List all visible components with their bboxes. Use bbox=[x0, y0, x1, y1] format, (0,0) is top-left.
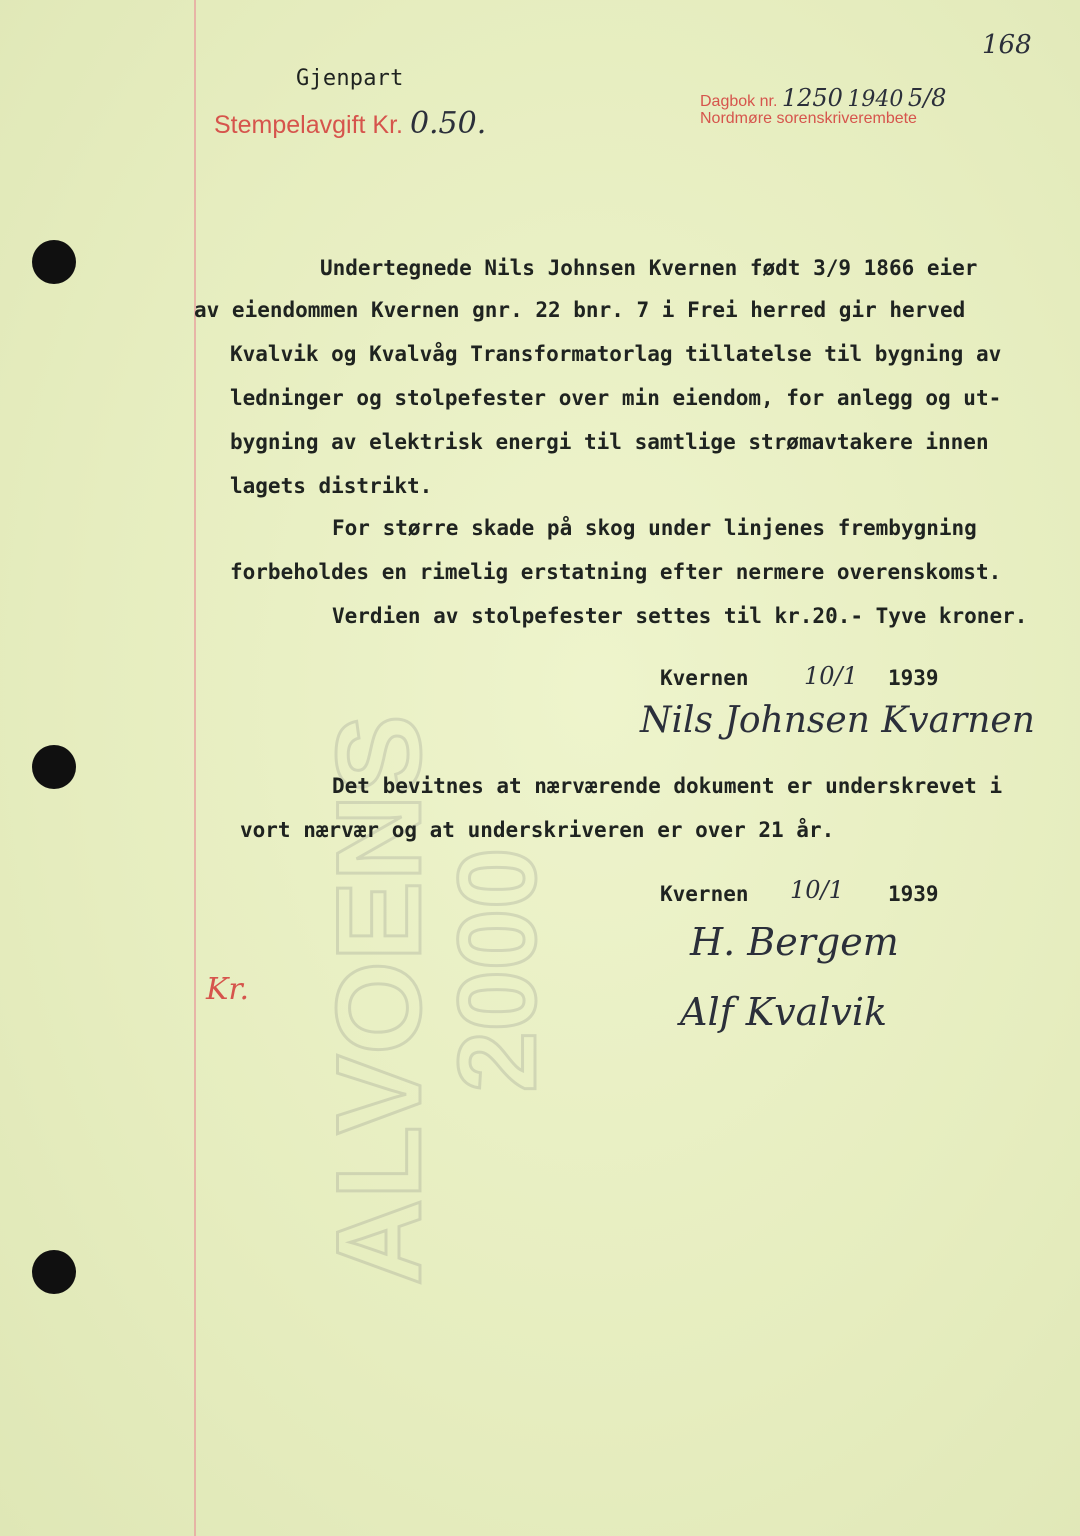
page-number: 168 bbox=[982, 30, 1032, 60]
body-line: Undertegnede Nils Johnsen Kvernen født 3/9 1866 eier bbox=[320, 256, 978, 280]
year-1: 1939 bbox=[888, 666, 939, 690]
stamp-duty-amount: 0.50. bbox=[409, 106, 487, 141]
date-2: 10/1 bbox=[790, 876, 844, 904]
gjenpart-label: Gjenpart bbox=[296, 66, 404, 91]
owner-signature: Nils Johnsen Kvarnen bbox=[640, 700, 1035, 741]
stamp-duty bbox=[214, 106, 486, 141]
body-line: forbeholdes en rimelig erstatning efter nermere overenskomst. bbox=[230, 560, 1002, 584]
svg-text:2000: 2000 bbox=[436, 847, 559, 1093]
punch-hole bbox=[32, 745, 76, 789]
place-2: Kvernen bbox=[660, 882, 749, 906]
witness-line: Det bevitnes at nærværende dokument er underskrevet i bbox=[332, 774, 1003, 798]
margin-initials: Kr. bbox=[206, 972, 249, 1007]
body-line: bygning av elektrisk energi til samtlige strømavtakere innen bbox=[230, 430, 989, 454]
svg-text:ALVOENS: ALVOENS bbox=[312, 714, 446, 1286]
body-line: Verdien av stolpefester settes til kr.20.- Tyve kroner. bbox=[332, 604, 1028, 628]
dagbok-year: 1940 bbox=[847, 87, 904, 112]
body-line: lagets distrikt. bbox=[230, 474, 433, 498]
dagbok-number: 1250 bbox=[781, 84, 843, 112]
witness-signature: H. Bergem bbox=[690, 920, 899, 964]
body-line: For større skade på skog under linjenes frembygning bbox=[332, 516, 977, 540]
place-1: Kvernen bbox=[660, 666, 749, 690]
body-line: Kvalvik og Kvalvåg Transformatorlag tillatelse til bygning av bbox=[230, 342, 1002, 366]
office-stamp: Nordmøre sorenskriverembete bbox=[700, 110, 917, 127]
dagbok-stamp bbox=[700, 84, 946, 112]
dagbok-date: 5/8 bbox=[907, 84, 947, 112]
margin-line bbox=[194, 0, 196, 1536]
year-2: 1939 bbox=[888, 882, 939, 906]
stamp-duty-label: Stempelavgift Kr. bbox=[214, 111, 403, 139]
body-line: av eiendommen Kvernen gnr. 22 bnr. 7 i Frei herred gir herved bbox=[194, 298, 966, 322]
witness-signature: Alf Kvalvik bbox=[680, 990, 888, 1034]
dagbok-label: Dagbok nr. bbox=[700, 93, 778, 110]
date-1: 10/1 bbox=[804, 662, 858, 690]
witness-line: vort nærvær og at underskriveren er over 21 år. bbox=[240, 818, 835, 842]
body-line: ledninger og stolpefester over min eiendom, for anlegg og ut- bbox=[230, 386, 1002, 410]
punch-hole bbox=[32, 1250, 76, 1294]
punch-hole bbox=[32, 240, 76, 284]
watermark-seal bbox=[312, 640, 600, 1360]
